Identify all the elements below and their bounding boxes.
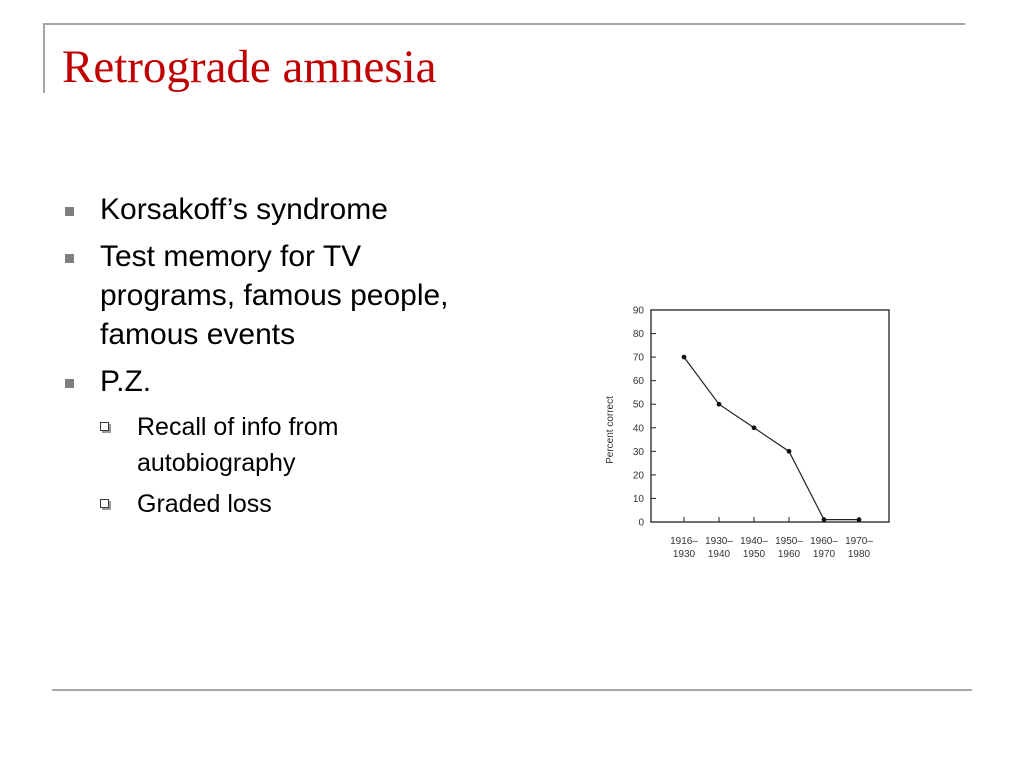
x-tick-label: 1930–: [705, 536, 733, 547]
line-chart-svg: [590, 300, 900, 570]
x-tick-label: 1950–: [775, 536, 803, 547]
plot-frame: [651, 310, 889, 522]
x-tick-label: 1916–: [670, 536, 698, 547]
bullet-text: P.Z.: [100, 365, 152, 398]
bullet-text: Test memory for TV programs, famous people, famous events: [100, 240, 449, 351]
x-tick-label: 1940: [707, 549, 731, 560]
slide-title: Retrograde amnesia: [62, 41, 437, 93]
bullet-item: [62, 190, 502, 229]
y-tick-label: 50: [632, 399, 644, 411]
square-bullet-icon: [65, 207, 74, 216]
x-tick-label: 1970: [812, 549, 836, 560]
y-tick-label: 20: [632, 470, 644, 482]
x-tick-label: 1950: [742, 549, 766, 560]
sub-bullet-item: [62, 409, 502, 481]
checkbox-bullet-icon: [100, 422, 109, 431]
frame-bottom-line: [52, 689, 972, 691]
x-tick-label: 1940–: [740, 536, 768, 547]
frame-left-line: [43, 23, 45, 93]
y-tick-label: 40: [632, 423, 644, 435]
square-bullet-icon: [65, 254, 74, 263]
x-tick-label: 1980: [847, 549, 871, 560]
data-point: [787, 449, 792, 454]
data-point: [822, 517, 827, 522]
y-tick-label: 70: [632, 352, 644, 364]
x-tick-label: 1970–: [845, 536, 873, 547]
y-tick-label: 80: [632, 329, 644, 341]
y-axis-label: Percent correct: [605, 396, 616, 464]
y-tick-label: 10: [632, 493, 644, 505]
sub-bullet-text: Graded loss: [137, 490, 272, 518]
data-point: [717, 402, 722, 407]
y-tick-label: 30: [632, 446, 644, 458]
sub-bullet-text: Recall of info from autobiography: [137, 413, 339, 477]
frame-top-line: [43, 23, 965, 25]
bullet-item: [62, 237, 502, 354]
square-bullet-icon: [65, 379, 74, 388]
bullet-item: [62, 362, 502, 401]
y-tick-label: 60: [632, 376, 644, 388]
bullet-text: Korsakoff’s syndrome: [100, 193, 388, 226]
x-tick-label: 1960: [777, 549, 801, 560]
bullet-list: [62, 190, 502, 527]
data-point: [752, 425, 757, 430]
data-point: [857, 517, 862, 522]
series-line: [684, 357, 859, 520]
x-tick-label: 1960–: [810, 536, 838, 547]
y-tick-label: 90: [632, 305, 644, 317]
data-point: [682, 355, 687, 360]
sub-bullet-item: [62, 486, 502, 522]
checkbox-bullet-icon: [100, 499, 109, 508]
line-chart: [590, 300, 900, 570]
y-tick-label: 0: [638, 517, 644, 529]
x-tick-label: 1930: [672, 549, 696, 560]
